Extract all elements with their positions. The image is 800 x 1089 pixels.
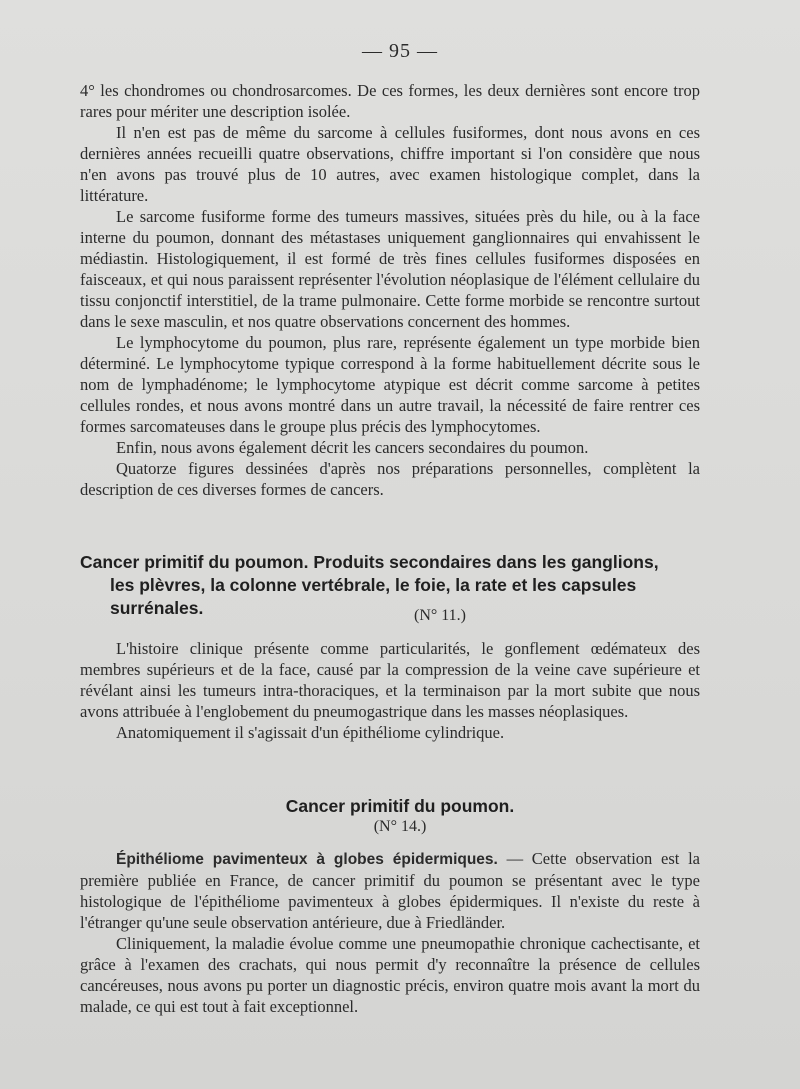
paragraph: Anatomiquement il s'agissait d'un épithéliome cylindrique. — [116, 723, 505, 742]
paragraph: Quatorze figures dessinées d'après nos préparations personnelles, complètent la description de ces diverses formes de cancers. — [80, 459, 700, 499]
observation-number: (N° 14.) — [373, 818, 427, 835]
section-heading: Cancer primitif du poumon. — [285, 796, 515, 816]
paragraph: Cliniquement, la maladie évolue comme une pneumopathie chronique cachectisante, et grâce à l'examen des crachats, qui nous permit d'y reconnaître la présence de cellules cancéreuses, nous avons pu porter un diagnostic précis, environ quatre mois avant la mort du malade, ce qui est tout à fait exceptionnel. — [80, 934, 700, 1016]
paragraph: Le lymphocytome du poumon, plus rare, représente également un type morbide bien déterminé. Le lymphocytome typique correspond à la forme habituellement décrite sous le nom de lymphadénome; le lymphocytome atypique est décrit comme sarcome à petites cellules rondes, et nous avons montré dans un autre travail, la nécessité de faire rentrer ces formes sarcomateuses dans le groupe plus précis des lymphocytomes. — [80, 333, 700, 436]
section-heading-line: Cancer primitif du poumon. Produits secondaires dans les ganglions, — [80, 552, 659, 572]
observation-number: (N° 11.) — [413, 607, 466, 624]
paragraph: Il n'en est pas de même du sarcome à cellules fusiformes, dont nous avons en ces dernières années recueilli quatre observations, chiffre important si l'on considère que nous n'en avons pas trouvé plus de 10 autres, avec examen histologique complet, dans la littérature. — [80, 123, 700, 205]
paragraph: L'histoire clinique présente comme particularités, le gonflement œdémateux des membres supérieurs et de la face, causé par la compression de la veine cave supérieure et révélant ainsi les tumeurs intra-thoraciques, et la terminaison par la mort subite que nous avons attribuée à l'englobement du pneumogastrique dans les masses néoplasiques. — [80, 639, 700, 721]
section-text — [80, 848, 700, 1017]
paragraph: 4° les chondromes ou chondrosarcomes. De ces formes, les deux dernières sont encore trop rares pour mériter une description isolée. — [80, 81, 700, 121]
paragraph: Le sarcome fusiforme forme des tumeurs massives, situées près du hile, ou à la face interne du poumon, donnant des métastases uniquement ganglionnaires qui envahissent le médiastin. Histologiquement, il est formé de très fines cellules fusiformes disposées en faisceaux, et qui nous paraissent représenter l'évolution néoplasique de l'élément cellulaire du tissu conjonctif interstitiel, de la trame pulmonaire. Cette forme morbide se rencontre surtout dans le sexe masculin, et nos quatre observations concernent des hommes. — [80, 207, 700, 331]
page-number: — 95 — — [362, 40, 438, 62]
paragraph-text: — Cette observation est la première publiée en France, de cancer primitif du poumon se présentant avec le type histologique de l'épithéliome pavimenteux à globes épidermiques. Il n'existe du reste à l'étranger qu'une seule observation antérieure, due à Friedländer. — [80, 849, 700, 932]
paragraph — [80, 848, 700, 933]
run-in-heading: Épithéliome pavimenteux à globes épidermiques. — [116, 851, 498, 868]
section-heading-continuation: les plèvres, la colonne vertébrale, le foie, la rate et les capsules surrénales. — [110, 575, 637, 618]
section-text — [80, 638, 700, 743]
intro-text — [80, 80, 700, 500]
paragraph: Enfin, nous avons également décrit les cancers secondaires du poumon. — [116, 438, 589, 457]
